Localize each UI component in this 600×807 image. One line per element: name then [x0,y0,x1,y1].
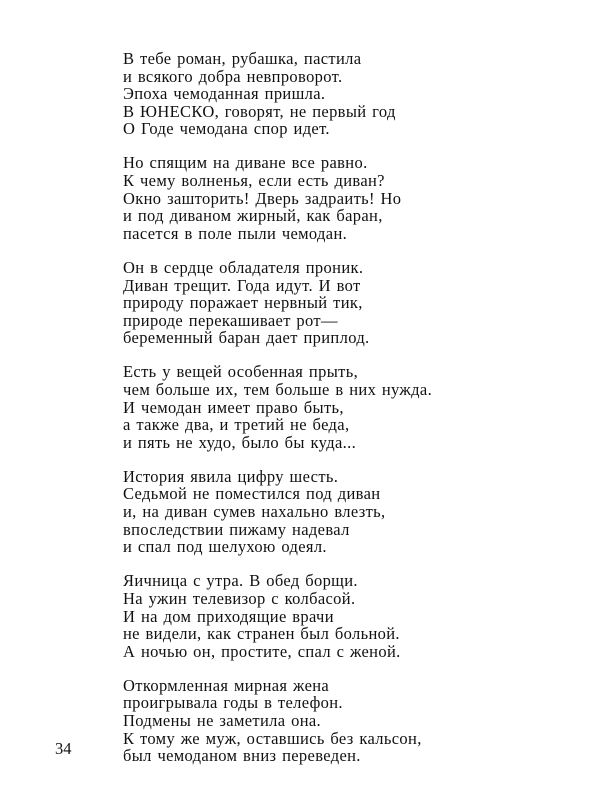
poem-line: Но спящим на диване все равно. [123,153,368,173]
poem-line: природу поражает нервный тик, [123,293,363,313]
poem-line: чем больше их, тем больше в них нужда. [123,380,433,399]
poem-line: пасется в поле пыли чемодан. [123,223,348,243]
poem-line: природе перекашивает рот— [123,310,338,330]
poem-line: Откормленная мирная жена [123,675,330,695]
poem [123,50,583,781]
page-number: 34 [55,739,72,758]
poem-line: впоследствии пижаму надевал [123,519,350,539]
poem-line: Подмены не заметила она. [123,711,322,730]
stanza-7 [123,677,583,765]
poem-line: И чемодан имеет право быть, [123,397,344,417]
poem-line: В тебе роман, рубашка, пастила [123,49,362,68]
stanza-4 [123,363,583,451]
poem-line: И на дом приходящие врачи [123,606,334,626]
stanza-6 [123,572,583,660]
poem-line: Есть у вещей особенная прыть, [123,362,359,382]
stanza-2 [123,154,583,242]
poem-line: Окно зашторить! Дверь задраить! Но [123,188,402,208]
poem-line: был чемоданом вниз переведен. [123,746,361,766]
poem-line: а также два, и третий не беда, [123,415,350,435]
poem-line: Яичница с утра. В обед борщи. [123,571,358,591]
poem-line: и, на диван сумев нахально влезть, [123,502,386,522]
poem-line: и всякого добра невпроворот. [123,66,343,86]
poem-line: и под диваном жирный, как баран, [123,206,383,226]
poem-line: На ужин телевизор с колбасой. [123,588,356,608]
stanza-5 [123,468,583,556]
stanza-1 [123,50,583,138]
poem-line: Он в сердце обладателя проник. [123,257,364,277]
poem-line: не видели, как странен был больной. [123,624,400,644]
poem-line: Эпоха чемоданная пришла. [123,84,326,104]
poem-line: беременный баран дает приплод. [123,328,370,348]
poem-line: Диван трещит. Года идут. И вот [123,275,361,295]
poem-line: и спал под шелухою одеял. [123,537,327,557]
poem-line: К чему волненья, если есть диван? [123,171,385,191]
poem-line: К тому же муж, оставшись без кальсон, [123,728,422,748]
poem-line: История явила цифру шесть. [123,466,339,486]
poem-line: и пять не худо, было бы куда... [123,432,357,452]
poem-line: проигрывала годы в телефон. [123,693,343,713]
poem-line: В ЮНЕСКО, говорят, не первый год [123,101,396,121]
poem-line: А ночью он, простите, спал с женой. [123,641,401,661]
poem-line: Седьмой не поместился под диван [123,484,381,504]
poem-line: О Годе чемодана спор идет. [123,119,330,139]
stanza-3 [123,259,583,347]
